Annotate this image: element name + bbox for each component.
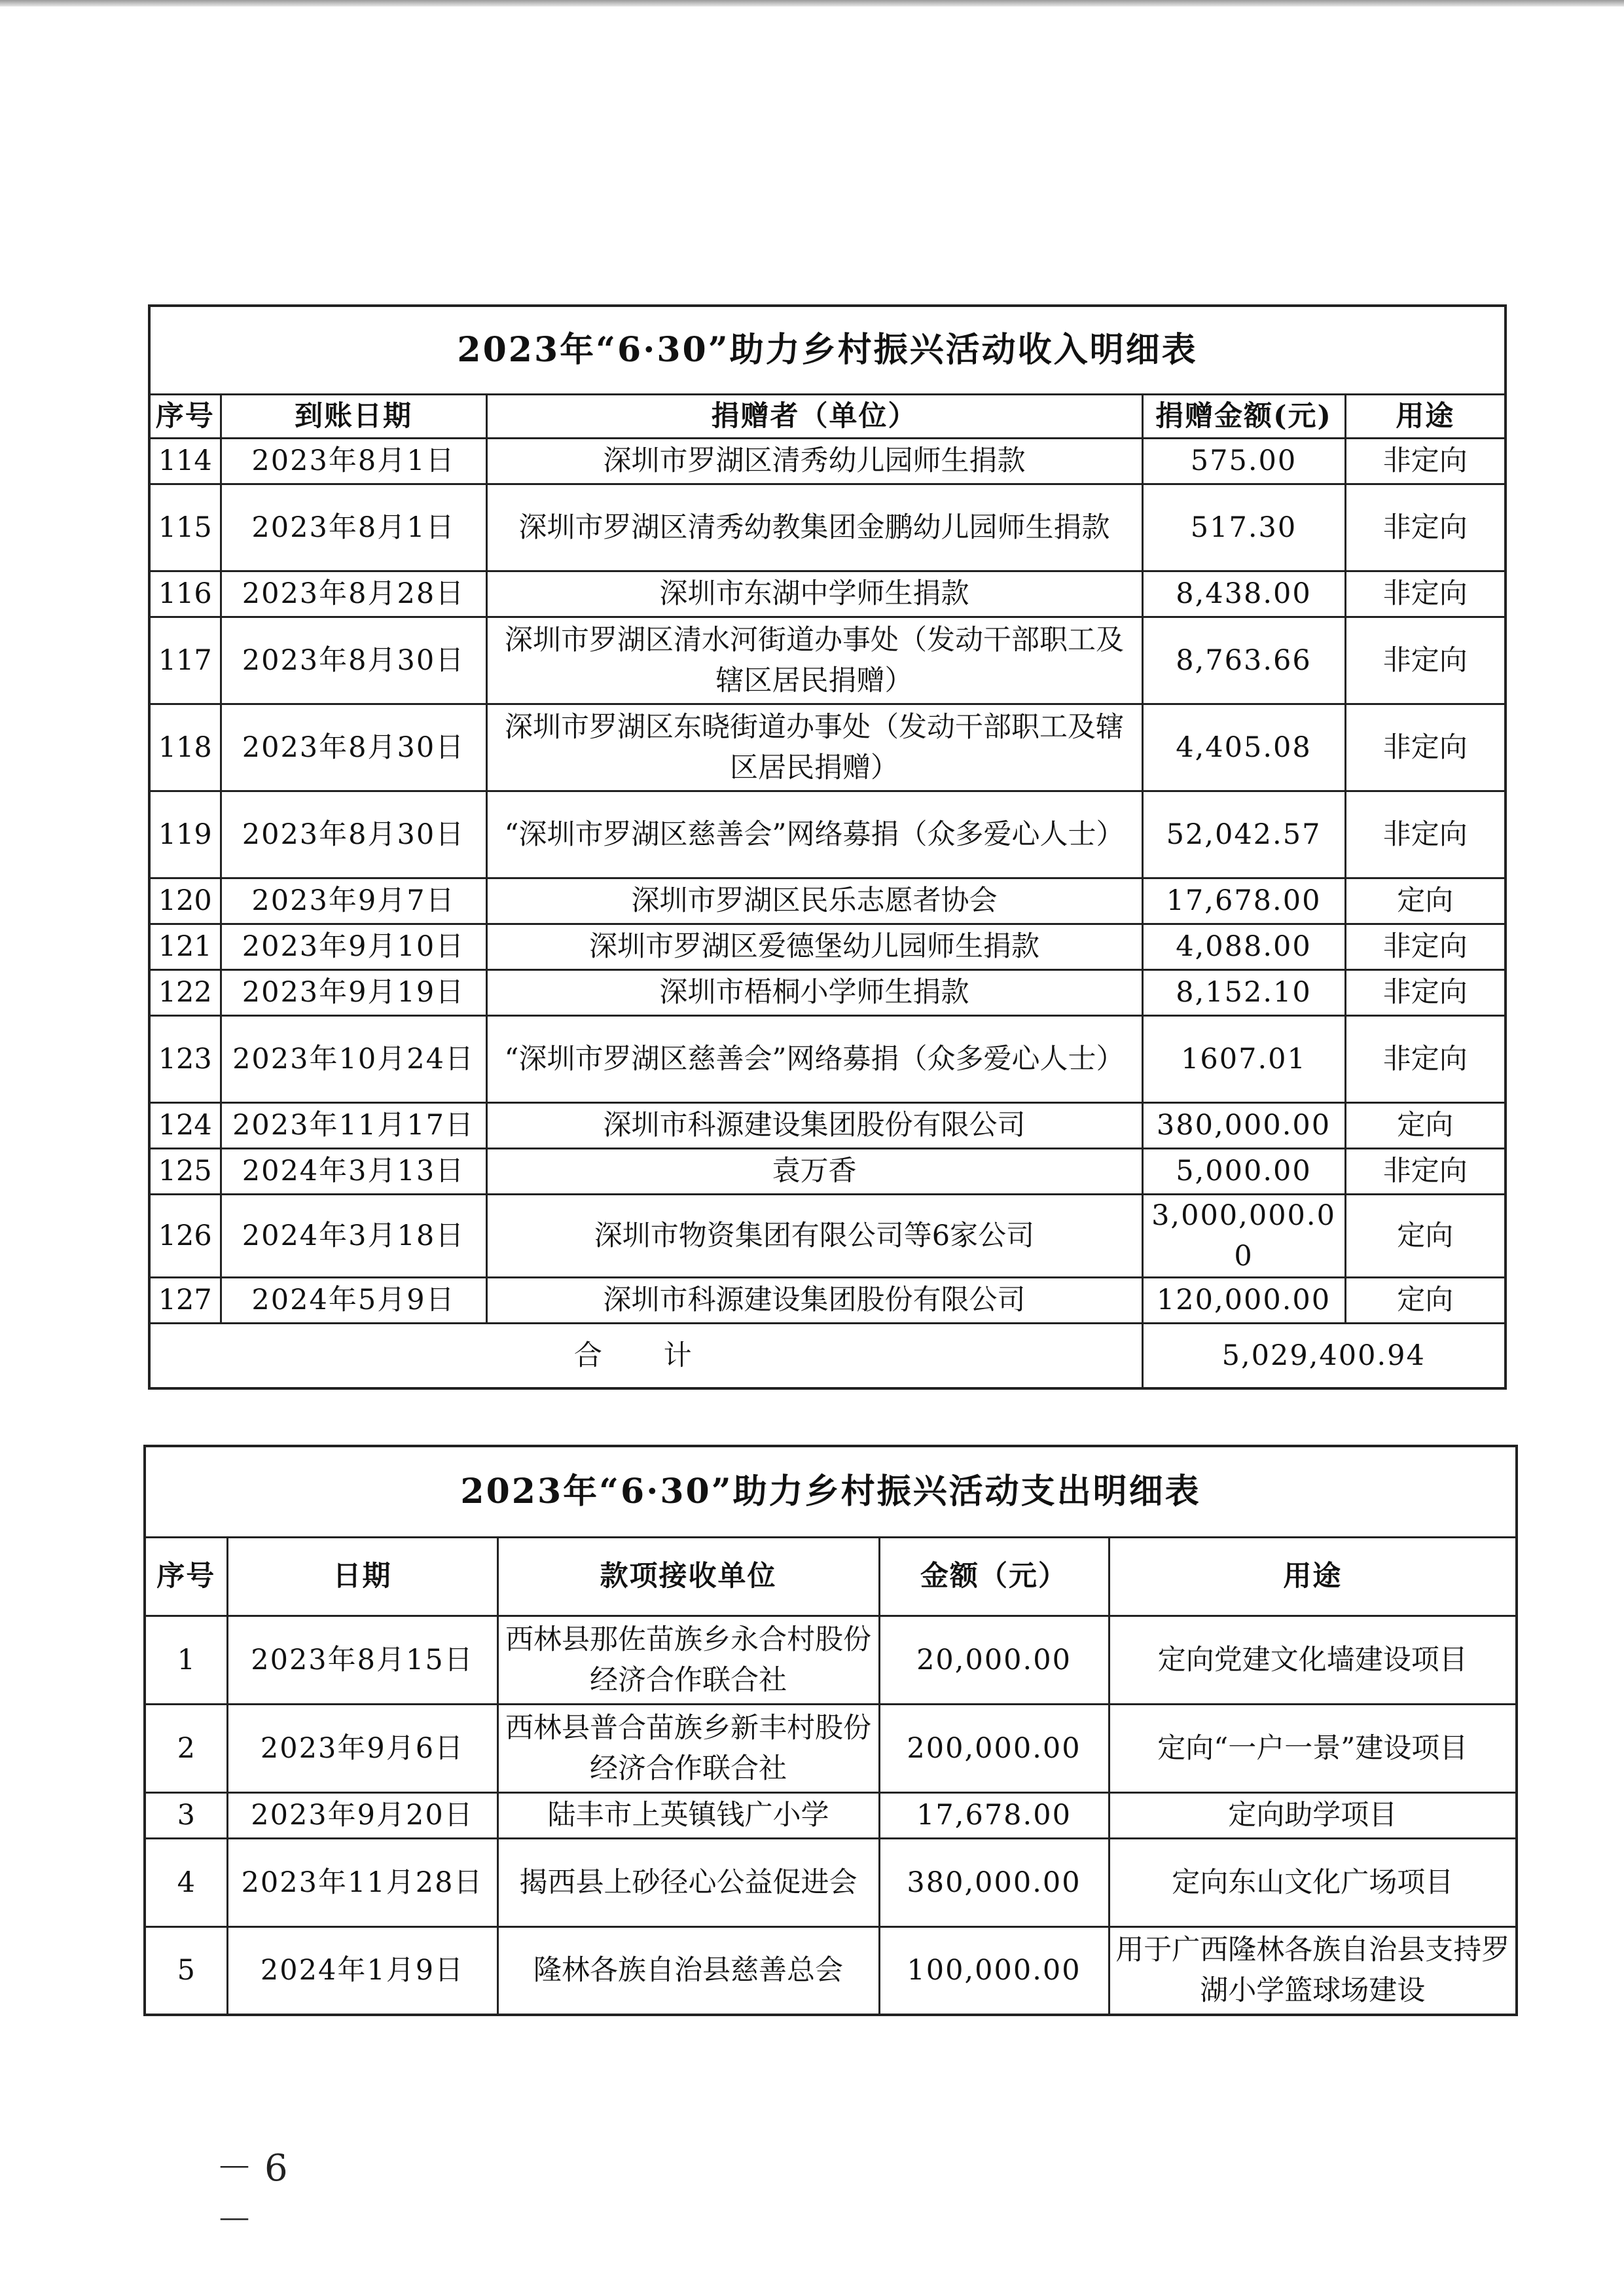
date-cell: 2023年8月28日 bbox=[221, 571, 486, 617]
index-cell: 118 bbox=[149, 704, 221, 791]
index-cell: 1 bbox=[145, 1616, 227, 1704]
amount-cell: 380,000.00 bbox=[1142, 1102, 1345, 1148]
date-cell: 2024年3月18日 bbox=[221, 1194, 486, 1277]
expense-header-row bbox=[145, 1537, 1517, 1616]
table-row bbox=[149, 571, 1506, 617]
date-cell: 2024年3月13日 bbox=[221, 1148, 486, 1194]
purpose-cell: 非定向 bbox=[1345, 571, 1506, 617]
date-cell: 2023年8月30日 bbox=[221, 704, 486, 791]
amount-cell: 100,000.00 bbox=[879, 1926, 1109, 2015]
table-row bbox=[145, 1616, 1517, 1704]
expense-table-title: 2023年“6·30”助力乡村振兴活动支出明细表 bbox=[145, 1446, 1517, 1537]
index-cell: 127 bbox=[149, 1277, 221, 1323]
purpose-cell: 定向 bbox=[1345, 1277, 1506, 1323]
purpose-cell: 用于广西隆林各族自治县支持罗湖小学篮球场建设 bbox=[1109, 1926, 1517, 2015]
table-row bbox=[149, 1015, 1506, 1102]
date-cell: 2023年9月7日 bbox=[221, 878, 486, 924]
total-label: 合 计 bbox=[149, 1323, 1142, 1388]
table-row bbox=[149, 704, 1506, 791]
purpose-cell: 非定向 bbox=[1345, 617, 1506, 704]
purpose-cell: 定向“一户一景”建设项目 bbox=[1109, 1704, 1517, 1792]
header-recipient: 款项接收单位 bbox=[497, 1537, 879, 1616]
date-cell: 2023年11月28日 bbox=[227, 1838, 497, 1926]
purpose-cell: 非定向 bbox=[1345, 438, 1506, 484]
table-row bbox=[149, 969, 1506, 1015]
scan-top-edge bbox=[0, 0, 1624, 7]
purpose-cell: 定向东山文化广场项目 bbox=[1109, 1838, 1517, 1926]
date-cell: 2023年9月6日 bbox=[227, 1704, 497, 1792]
amount-cell: 17,678.00 bbox=[1142, 878, 1345, 924]
donor-cell: 深圳市罗湖区清秀幼儿园师生捐款 bbox=[486, 438, 1142, 484]
table-row bbox=[149, 924, 1506, 969]
date-cell: 2023年8月30日 bbox=[221, 617, 486, 704]
amount-cell: 8,438.00 bbox=[1142, 571, 1345, 617]
date-cell: 2023年10月24日 bbox=[221, 1015, 486, 1102]
income-header-row bbox=[149, 394, 1506, 438]
donor-cell: 深圳市东湖中学师生捐款 bbox=[486, 571, 1142, 617]
header-amount: 金额（元） bbox=[879, 1537, 1109, 1616]
amount-cell: 1607.01 bbox=[1142, 1015, 1345, 1102]
donor-cell: 深圳市科源建设集团股份有限公司 bbox=[486, 1102, 1142, 1148]
date-cell: 2024年5月9日 bbox=[221, 1277, 486, 1323]
header-index: 序号 bbox=[149, 394, 221, 438]
amount-cell: 200,000.00 bbox=[879, 1704, 1109, 1792]
donor-cell: 深圳市罗湖区清秀幼教集团金鹏幼儿园师生捐款 bbox=[486, 484, 1142, 571]
purpose-cell: 定向党建文化墙建设项目 bbox=[1109, 1616, 1517, 1704]
recipient-cell: 陆丰市上英镇钱广小学 bbox=[497, 1792, 879, 1838]
index-cell: 4 bbox=[145, 1838, 227, 1926]
donor-cell: 深圳市罗湖区清水河街道办事处（发动干部职工及辖区居民捐赠） bbox=[486, 617, 1142, 704]
donor-cell: “深圳市罗湖区慈善会”网络募捐（众多爱心人士） bbox=[486, 791, 1142, 878]
purpose-cell: 非定向 bbox=[1345, 791, 1506, 878]
amount-cell: 8,152.10 bbox=[1142, 969, 1345, 1015]
income-table-title: 2023年“6·30”助力乡村振兴活动收入明细表 bbox=[149, 306, 1506, 394]
index-cell: 114 bbox=[149, 438, 221, 484]
purpose-cell: 定向 bbox=[1345, 878, 1506, 924]
table-row bbox=[149, 1102, 1506, 1148]
index-cell: 120 bbox=[149, 878, 221, 924]
date-cell: 2023年11月17日 bbox=[221, 1102, 486, 1148]
date-cell: 2023年8月1日 bbox=[221, 438, 486, 484]
date-cell: 2024年1月9日 bbox=[227, 1926, 497, 2015]
recipient-cell: 揭西县上砂径心公益促进会 bbox=[497, 1838, 879, 1926]
donor-cell: 袁万香 bbox=[486, 1148, 1142, 1194]
header-date: 日期 bbox=[227, 1537, 497, 1616]
amount-cell: 120,000.00 bbox=[1142, 1277, 1345, 1323]
index-cell: 2 bbox=[145, 1704, 227, 1792]
donor-cell: 深圳市科源建设集团股份有限公司 bbox=[486, 1277, 1142, 1323]
amount-cell: 17,678.00 bbox=[879, 1792, 1109, 1838]
total-value: 5,029,400.94 bbox=[1142, 1323, 1506, 1388]
table-row bbox=[145, 1704, 1517, 1792]
purpose-cell: 定向助学项目 bbox=[1109, 1792, 1517, 1838]
table-row bbox=[145, 1926, 1517, 2015]
purpose-cell: 非定向 bbox=[1345, 1148, 1506, 1194]
date-cell: 2023年8月30日 bbox=[221, 791, 486, 878]
income-total-row bbox=[149, 1323, 1506, 1388]
header-index: 序号 bbox=[145, 1537, 227, 1616]
purpose-cell: 非定向 bbox=[1345, 969, 1506, 1015]
amount-cell: 20,000.00 bbox=[879, 1616, 1109, 1704]
amount-cell: 575.00 bbox=[1142, 438, 1345, 484]
date-cell: 2023年9月10日 bbox=[221, 924, 486, 969]
recipient-cell: 隆林各族自治县慈善总会 bbox=[497, 1926, 879, 2015]
header-purpose: 用途 bbox=[1345, 394, 1506, 438]
income-table bbox=[148, 304, 1507, 1390]
index-cell: 116 bbox=[149, 571, 221, 617]
index-cell: 115 bbox=[149, 484, 221, 571]
purpose-cell: 定向 bbox=[1345, 1194, 1506, 1277]
index-cell: 122 bbox=[149, 969, 221, 1015]
index-cell: 121 bbox=[149, 924, 221, 969]
index-cell: 5 bbox=[145, 1926, 227, 2015]
table-row bbox=[149, 484, 1506, 571]
date-cell: 2023年9月19日 bbox=[221, 969, 486, 1015]
header-amount: 捐赠金额(元) bbox=[1142, 394, 1345, 438]
amount-cell: 52,042.57 bbox=[1142, 791, 1345, 878]
index-cell: 126 bbox=[149, 1194, 221, 1277]
table-row bbox=[145, 1792, 1517, 1838]
index-cell: 117 bbox=[149, 617, 221, 704]
table-row bbox=[149, 617, 1506, 704]
expense-table bbox=[143, 1445, 1518, 2016]
table-row bbox=[149, 878, 1506, 924]
donor-cell: 深圳市罗湖区爱德堡幼儿园师生捐款 bbox=[486, 924, 1142, 969]
index-cell: 123 bbox=[149, 1015, 221, 1102]
table-row bbox=[149, 791, 1506, 878]
amount-cell: 8,763.66 bbox=[1142, 617, 1345, 704]
header-purpose: 用途 bbox=[1109, 1537, 1517, 1616]
recipient-cell: 西林县那佐苗族乡永合村股份经济合作联合社 bbox=[497, 1616, 879, 1704]
index-cell: 3 bbox=[145, 1792, 227, 1838]
table-row bbox=[149, 1148, 1506, 1194]
table-row bbox=[149, 438, 1506, 484]
date-cell: 2023年8月1日 bbox=[221, 484, 486, 571]
recipient-cell: 西林县普合苗族乡新丰村股份经济合作联合社 bbox=[497, 1704, 879, 1792]
purpose-cell: 定向 bbox=[1345, 1102, 1506, 1148]
donor-cell: 深圳市物资集团有限公司等6家公司 bbox=[486, 1194, 1142, 1277]
date-cell: 2023年8月15日 bbox=[227, 1616, 497, 1704]
table-row bbox=[149, 1194, 1506, 1277]
purpose-cell: 非定向 bbox=[1345, 1015, 1506, 1102]
amount-cell: 380,000.00 bbox=[879, 1838, 1109, 1926]
index-cell: 125 bbox=[149, 1148, 221, 1194]
purpose-cell: 非定向 bbox=[1345, 484, 1506, 571]
amount-cell: 4,088.00 bbox=[1142, 924, 1345, 969]
page-number: －6－ bbox=[216, 2147, 300, 2242]
amount-cell: 5,000.00 bbox=[1142, 1148, 1345, 1194]
amount-cell: 517.30 bbox=[1142, 484, 1345, 571]
header-date: 到账日期 bbox=[221, 394, 486, 438]
donor-cell: 深圳市罗湖区民乐志愿者协会 bbox=[486, 878, 1142, 924]
index-cell: 119 bbox=[149, 791, 221, 878]
amount-cell: 3,000,000.00 bbox=[1142, 1194, 1345, 1277]
donor-cell: 深圳市梧桐小学师生捐款 bbox=[486, 969, 1142, 1015]
date-cell: 2023年9月20日 bbox=[227, 1792, 497, 1838]
index-cell: 124 bbox=[149, 1102, 221, 1148]
donor-cell: “深圳市罗湖区慈善会”网络募捐（众多爱心人士） bbox=[486, 1015, 1142, 1102]
purpose-cell: 非定向 bbox=[1345, 924, 1506, 969]
table-row bbox=[149, 1277, 1506, 1323]
donor-cell: 深圳市罗湖区东晓街道办事处（发动干部职工及辖区居民捐赠） bbox=[486, 704, 1142, 791]
table-row bbox=[145, 1838, 1517, 1926]
purpose-cell: 非定向 bbox=[1345, 704, 1506, 791]
header-donor: 捐赠者（单位） bbox=[486, 394, 1142, 438]
amount-cell: 4,405.08 bbox=[1142, 704, 1345, 791]
